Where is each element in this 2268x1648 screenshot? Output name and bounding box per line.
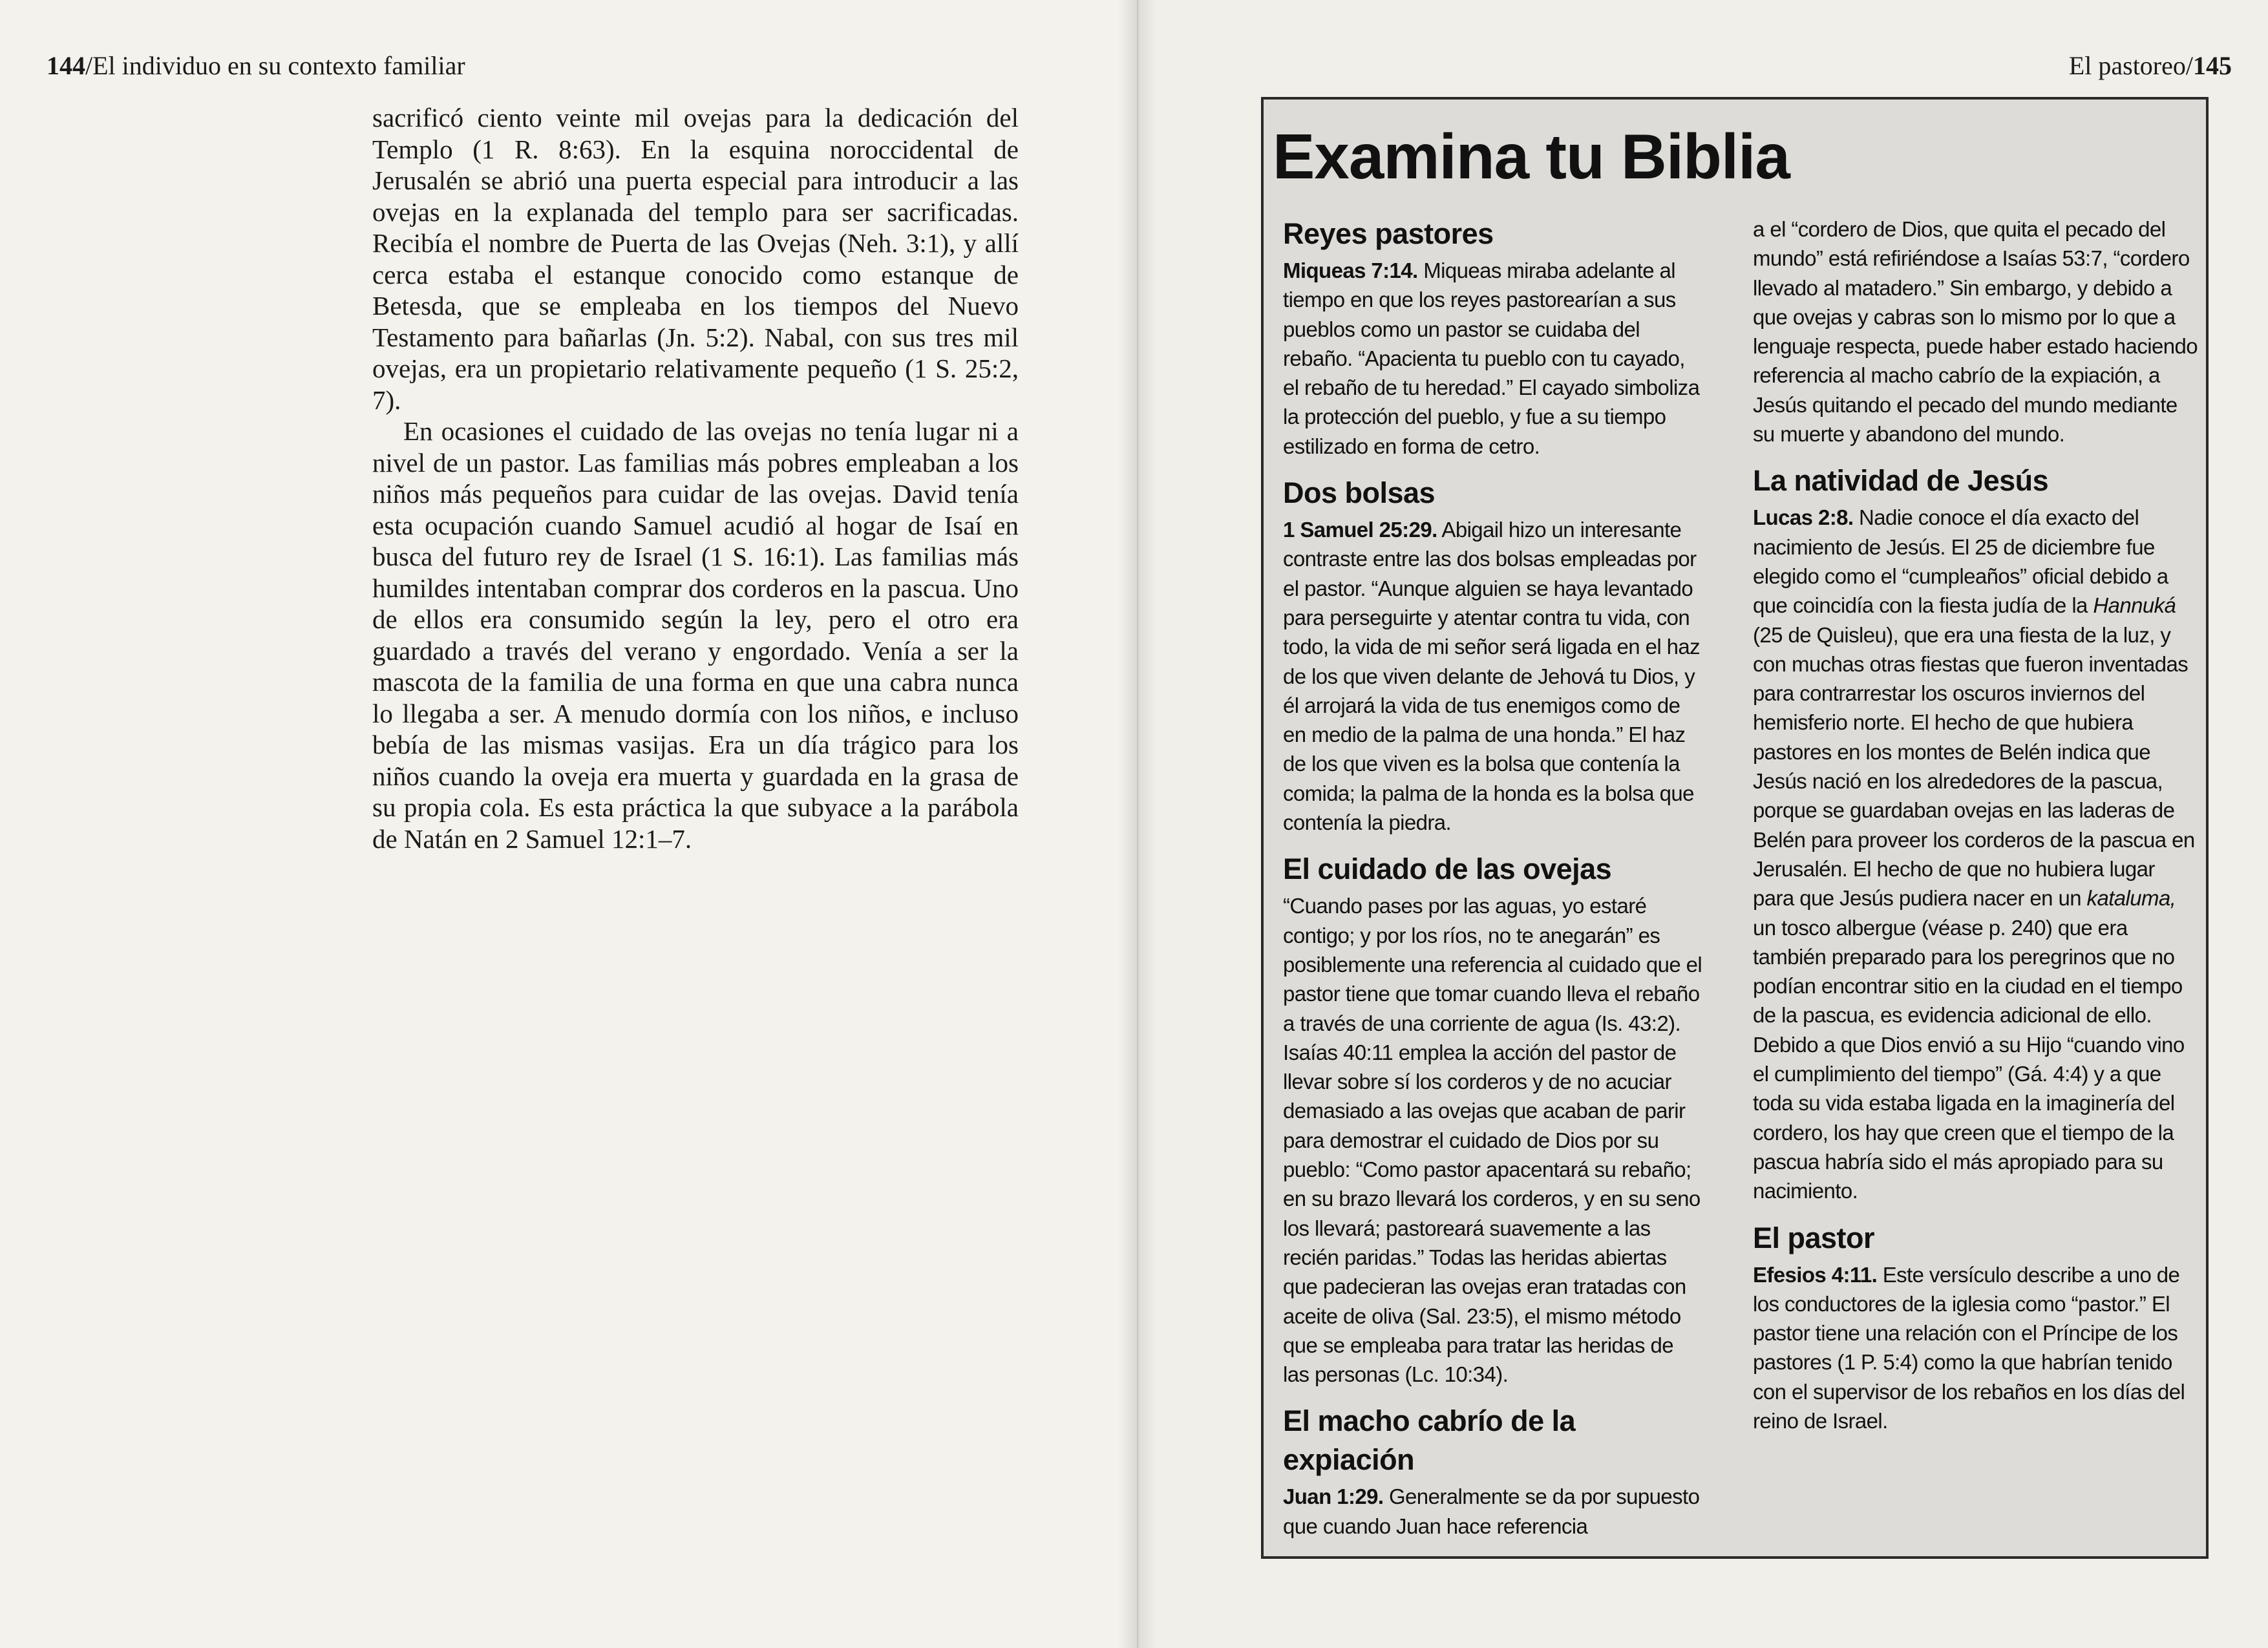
scripture-ref: Efesios 4:11. (1753, 1262, 1878, 1287)
left-paragraph-1: sacrificó ciento veinte mil ovejas para la dedicación del Templo (1 R. 8:63). En la esquina noroccidental de Jerusalén se abrió una puerta especial para introducir a las ovejas en la explanada del templo para ser sacrificadas. Recibía el nombre de Puerta de las Ovejas (Neh. 3:1), y allí cerca estaba el estanque conocido como estanque de Betesda, que se empleaba en los tiempos del Nuevo Testamento para bañarlas (Jn. 5:2). Nabal, con sus tres mil ovejas, era un propietario relativamente pequeño (1 S. 25:2, 7). (372, 103, 1019, 415)
section-body (1283, 1482, 1703, 1541)
section-text: Abigail hizo un interesante contraste entre las dos bolsas empleadas por el pastor. “Aunque alguien se haya levantado para perseguirte y atentar contra tu vida, con todo, la vida de mi señor será ligada en el haz de los que viven delante de Jehová tu Dios, y él arrojará la vida de tus enemigos como de en medio de la palma de una honda.” El haz de los que viven es la bolsa que contenía la comida; la palma de la honda es la bolsa que contenía la piedra. (1283, 518, 1701, 835)
section-text: Nadie conoce el día exacto del nacimiento de Jesús. El 25 de diciembre fue elegido como el “cumpleaños” oficial debido a que coincidía con la fiesta judía de la (1753, 505, 2168, 618)
section-macho-cabrio (1283, 1402, 1703, 1541)
section-text: “Cuando pases por las aguas, yo estaré contigo; y por los ríos, no te anegarán” es posiblemente una referencia al cuidado que el pastor tiene que tomar cuando lleva el rebaño a través de una corriente de agua (Is. 43:2). Isaías 40:11 emplea la acción del pastor de llevar sobre sí los corderos y de no acuciar demasiado a las ovejas que acaban de parir para demostrar el cuidado de Dios por su pueblo: “Como pastor apacentará su rebaño; en su brazo llevará los corderos, y en su seno los llevará; pastoreará suavemente a las recién paridas.” Todas las heridas abiertas que padecieran las ovejas eran tratadas con aceite de oliva (Sal. 23:5), el mismo método que se empleaba para tratar las heridas de las personas (Lc. 10:34). (1283, 894, 1702, 1387)
left-body-text (372, 102, 1019, 854)
left-paragraph-2: En ocasiones el cuidado de las ovejas no tenía lugar ni a nivel de un pastor. Las familias más pobres empleaban a los niños más pequeños para cuidar de las ovejas. David tenía esta ocupación cuando Samuel acudió al hogar de Isaí en busca del futuro rey de Israel (1 S. 16:1). Las familias más humildes intentaban comprar dos corderos en la pascua. Uno de ellos era consumido según la ley, pero el otro era guardado a través del verano y engordado. Venía a ser la mascota de la familia de una forma en que una cabra nunca lo llegaba a ser. A menudo dormía con los niños, e incluso bebía de las mismas vasijas. Era un día trágico para los niños cuando la oveja era muerta y guardada en la grasa de su propia cola. Es esta práctica la que subyace a la parábola de Natán en 2 Samuel 12:1–7. (372, 416, 1019, 854)
box-column-1 (1283, 215, 1703, 1554)
section-body (1753, 1260, 2199, 1436)
section-text: Generalmente se da por supuesto que cuando Juan hace referencia (1283, 1484, 1700, 1538)
continuation-text: a el “cordero de Dios, que quita el pecado del mundo” está refiriéndose a Isaías 53:7, “cordero llevado al matadero.” Sin embargo, y debido a que ovejas y cabras son lo mismo por lo que a lenguaje respecta, puede haber estado haciendo referencia al macho cabrío de la expiación, a Jesús quitando el pecado del mundo mediante su muerte y abandono del mundo. (1753, 217, 2198, 447)
italic-term: kataluma, (2086, 886, 2176, 911)
book-gutter (1118, 0, 1157, 1648)
section-text: Este versículo describe a uno de los conductores de la iglesia como “pastor.” El pastor tiene una relación con el Príncipe de los pastores (1 P. 5:4) como la que habrían tenido con el supervisor de los rebaños en los días del reino de Israel. (1753, 1262, 2185, 1433)
scripture-ref: 1 Samuel 25:29. (1283, 518, 1437, 542)
right-running-head (2069, 50, 2232, 81)
examina-tu-biblia-box (1261, 97, 2209, 1559)
section-body (1283, 891, 1703, 1389)
box-title: Examina tu Biblia (1273, 121, 1790, 192)
section-body (1753, 503, 2199, 1205)
section-heading: La natividad de Jesús (1753, 464, 2049, 498)
section-body (1283, 515, 1703, 837)
section-heading: Reyes pastores (1283, 217, 1494, 250)
section-heading: Dos bolsas (1283, 476, 1436, 510)
right-page-number: 145 (2193, 51, 2232, 80)
section-el-pastor (1753, 1219, 2199, 1436)
left-page-number: 144 (47, 51, 85, 80)
scripture-ref: Juan 1:29. (1283, 1484, 1384, 1509)
scripture-ref: Miqueas 7:14. (1283, 259, 1418, 282)
section-heading: El cuidado de las ovejas (1283, 852, 1612, 886)
box-column-2 (1753, 215, 2199, 1448)
left-running-title: /El individuo en su contexto familiar (85, 51, 465, 80)
section-text: un tosco albergue (véase p. 240) que era también preparado para los peregrinos que no podían encontrar sitio en la ciudad en el tiempo de la pascua, es evidencia adicional de ello. Debido a que Dios envió a su Hijo “cuando vino el cumplimiento del tiempo” (Gá. 4:4) y a que toda su vida estaba ligada en la imaginería del cordero, los hay que creen que el tiempo de la pascua habría sido el más apropiado para su nacimiento. (1753, 915, 2185, 1203)
section-heading: El macho cabrío de la expiación (1283, 1404, 1576, 1477)
left-running-head (47, 50, 465, 81)
section-body (1283, 256, 1703, 461)
right-running-title: El pastoreo/ (2068, 51, 2193, 80)
section-text: Miqueas miraba adelante al tiempo en que los reyes pastorearían a sus pueblos como un pastor se cuidaba del rebaño. “Apacienta tu pueblo con tu cayado, el rebaño de tu heredad.” El cayado simboliza la protección del pueblo, y fue a su tiempo estilizado en forma de cetro. (1283, 259, 1700, 458)
section-reyes-pastores (1283, 215, 1703, 461)
section-heading: El pastor (1753, 1221, 1875, 1254)
italic-term: Hannuká (2093, 593, 2176, 618)
right-page (1138, 0, 2268, 1648)
section-natividad (1753, 461, 2199, 1205)
section-cuidado-ovejas (1283, 850, 1703, 1389)
section-text: (25 de Quisleu), que era una fiesta de la luz, y con muchas otras fiestas que fueron inventadas para contrarrestar los oscuros inviernos del hemisferio norte. El hecho de que hubiera pastores en los montes de Belén indica que Jesús nació en los alrededores de la pascua, porque se guardaban ovejas en las laderas de Belén para proveer los corderos de la pascua en Jerusalén. El hecho de que no hubiera lugar para que Jesús pudiera nacer en un (1753, 622, 2195, 911)
scripture-ref: Lucas 2:8. (1753, 505, 1854, 530)
section-dos-bolsas (1283, 474, 1703, 837)
section-continuation (1753, 215, 2199, 449)
